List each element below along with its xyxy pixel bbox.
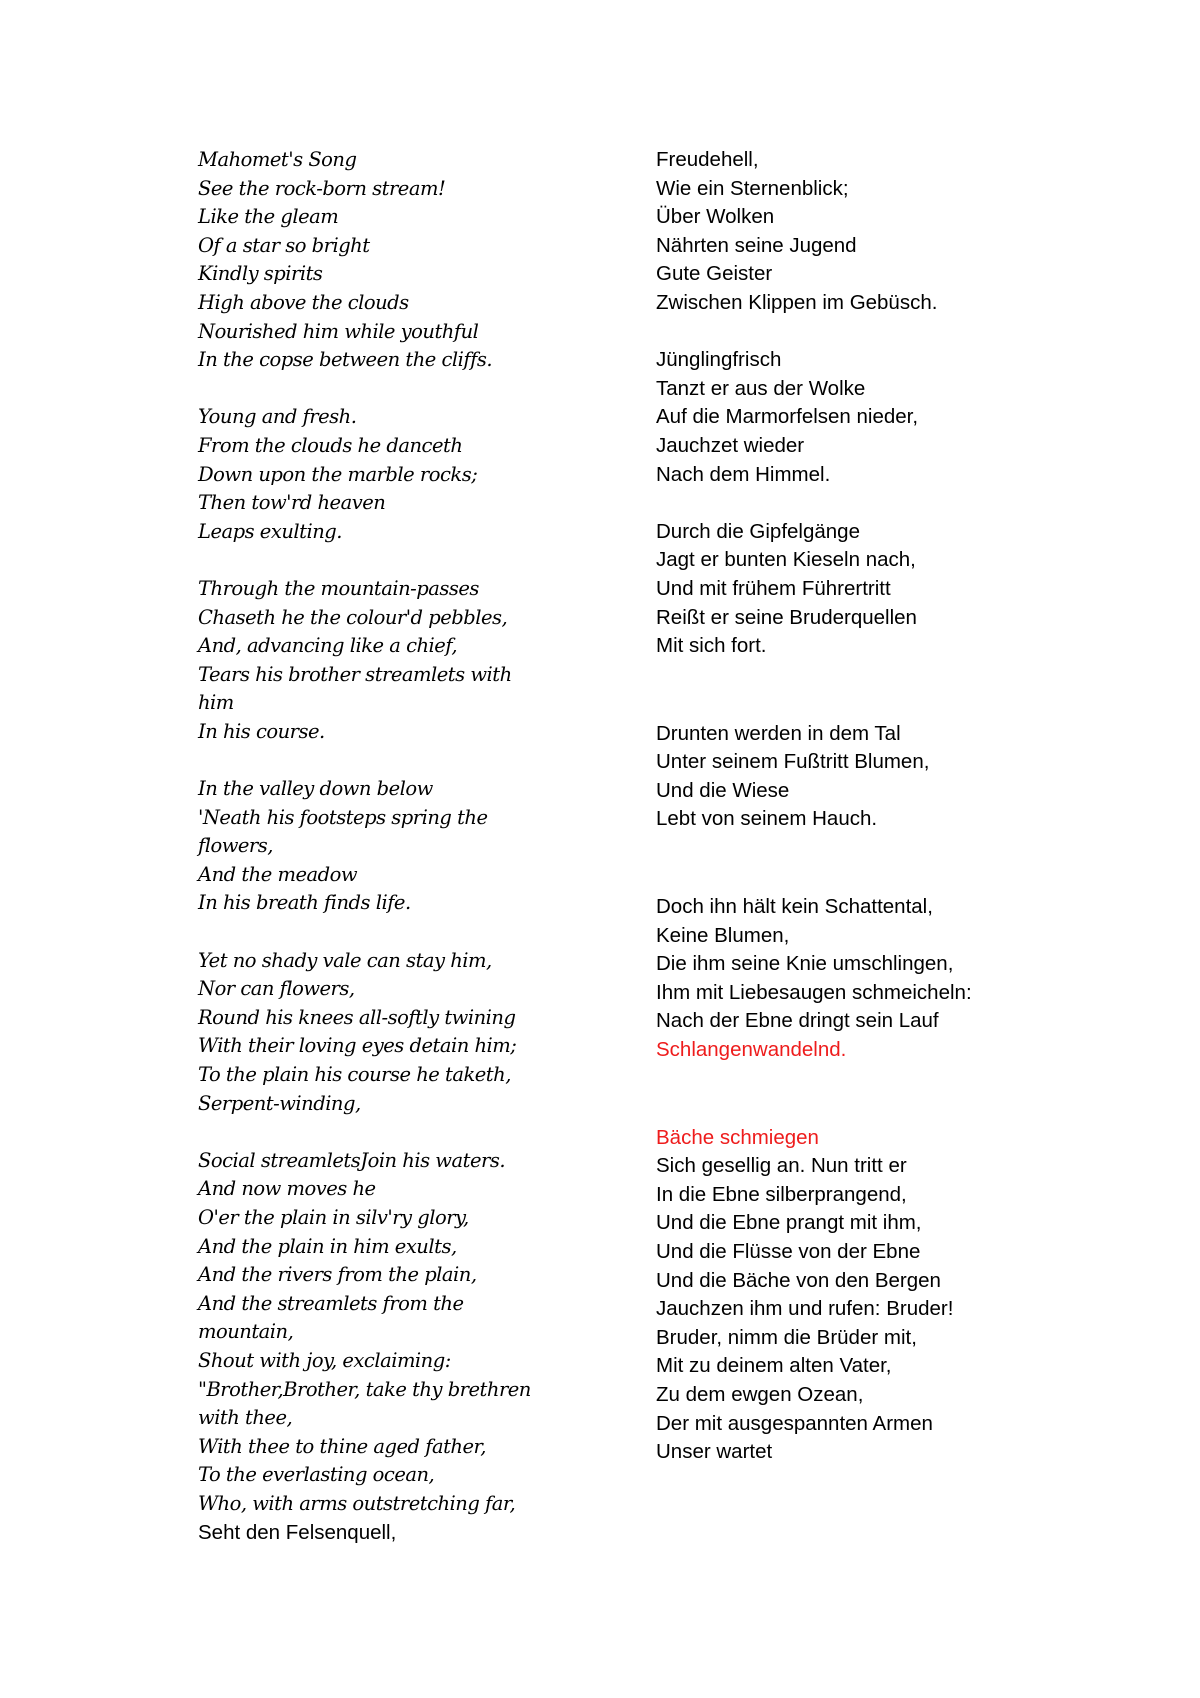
verse-line: From the clouds he danceth	[198, 433, 463, 457]
verse-line: Kindly spirits	[198, 262, 323, 286]
verse-line: Wie ein Sternenblick;	[656, 176, 849, 200]
verse-line: Serpent-winding,	[198, 1091, 361, 1115]
verse-line: Like the gleam	[198, 205, 339, 229]
verse-line: With their loving eyes detain him;	[198, 1034, 517, 1058]
verse-line: Und mit frühem Führertritt	[656, 576, 891, 600]
verse-line: Doch ihn hält kein Schattental,	[656, 895, 933, 919]
verse-line: Jagt er bunten Kieseln nach,	[656, 548, 916, 572]
poem-title: Mahomet's Song	[198, 148, 357, 171]
verse-line: Tanzt er aus der Wolke	[656, 376, 866, 400]
verse-line: Zwischen Klippen im Gebüsch.	[656, 290, 938, 314]
stanza-spacer	[198, 918, 578, 947]
verse-line: Und die Flüsse von der Ebne	[656, 1240, 921, 1263]
verse-line: Jauchzet wieder	[656, 433, 805, 457]
verse-line: In the copse between the cliffs.	[198, 348, 493, 372]
verse-line: Sich gesellig an. Nun tritt er	[656, 1154, 907, 1178]
verse-line: flowers,	[198, 834, 273, 858]
verse-line: To the everlasting ocean,	[198, 1463, 435, 1487]
verse-line: See the rock-born stream!	[198, 176, 446, 200]
verse-line: Then tow'rd heaven	[198, 491, 386, 515]
highlighted-verse-line: Bäche schmiegen	[656, 1125, 819, 1149]
verse-line: Freudehell,	[656, 148, 759, 171]
verse-line: O'er the plain in silv'ry glory,	[198, 1205, 469, 1229]
verse-line: In his breath finds life.	[198, 891, 411, 915]
verse-line: Nach dem Himmel.	[656, 462, 831, 486]
verse-line: Gute Geister	[656, 262, 773, 286]
verse-line: 'Neath his footsteps spring the	[198, 805, 488, 829]
verse-line: Reißt er seine Bruderquellen	[656, 605, 917, 629]
stanza-spacer	[656, 834, 1056, 893]
verse-line: Lebt von seinem Hauch.	[656, 807, 878, 831]
verse-line: To the plain his course he taketh,	[198, 1063, 511, 1086]
stanza-spacer	[198, 1118, 578, 1147]
verse-line: Bruder, nimm die Brüder mit,	[656, 1325, 917, 1349]
stanza-spacer	[656, 489, 1056, 518]
verse-line: Young and fresh.	[198, 405, 357, 429]
verse-line: Nor can flowers,	[198, 977, 355, 1001]
verse-line: Ihm mit Liebesaugen schmeicheln:	[656, 980, 972, 1004]
verse-line: Round his knees all-softly twining	[198, 1005, 516, 1029]
stanza-spacer	[198, 375, 578, 404]
stanza-spacer	[656, 318, 1056, 347]
verse-line: Die ihm seine Knie umschlingen,	[656, 952, 954, 976]
verse-line: Zu dem ewgen Ozean,	[656, 1382, 864, 1406]
verse-line: Und die Wiese	[656, 778, 790, 802]
german-column	[656, 146, 1056, 1467]
verse-line: with thee,	[198, 1406, 293, 1430]
verse-line: Auf die Marmorfelsen nieder,	[656, 405, 919, 429]
verse-line: Social streamletsJoin his waters.	[198, 1148, 506, 1172]
verse-line: Nach der Ebne dringt sein Lauf	[656, 1009, 939, 1033]
english-column	[198, 146, 578, 1547]
verse-line: Unser wartet	[656, 1440, 773, 1464]
german-verse-line: Seht den Felsenquell,	[198, 1520, 397, 1544]
verse-line: Chaseth he the colour'd pebbles,	[198, 605, 508, 629]
verse-line: Durch die Gipfelgänge	[656, 519, 860, 543]
verse-line: Und die Bäche von den Bergen	[656, 1268, 941, 1292]
verse-line: Und die Ebne prangt mit ihm,	[656, 1211, 922, 1235]
verse-line: And the meadow	[198, 862, 358, 886]
verse-line: Tears his brother streamlets with	[198, 662, 512, 686]
verse-line: him	[198, 691, 234, 715]
verse-line: In the valley down below	[198, 777, 433, 801]
stanza-spacer	[656, 1065, 1056, 1124]
verse-line: Down upon the marble rocks;	[198, 462, 478, 486]
verse-line: Mit sich fort.	[656, 634, 767, 658]
verse-line: Über Wolken	[656, 205, 775, 229]
verse-line: Nährten seine Jugend	[656, 233, 857, 257]
verse-line: Of a star so bright	[198, 233, 370, 257]
verse-line: And the plain in him exults,	[198, 1234, 457, 1258]
stanza-spacer	[198, 746, 578, 775]
verse-line: Mit zu deinem alten Vater,	[656, 1354, 892, 1378]
verse-line: Drunten werden in dem Tal	[656, 721, 901, 745]
verse-line: And now moves he	[198, 1177, 376, 1201]
verse-line: Jauchzen ihm und rufen: Bruder!	[656, 1297, 954, 1321]
verse-line: And the streamlets from the	[198, 1291, 464, 1315]
verse-line: And, advancing like a chief,	[198, 634, 458, 658]
verse-line: Nourished him while youthful	[198, 319, 479, 343]
stanza-spacer	[656, 661, 1056, 720]
verse-line: Through the mountain-passes	[198, 576, 479, 600]
verse-line: Shout with joy, exclaiming:	[198, 1348, 451, 1372]
verse-line: High above the clouds	[198, 290, 409, 314]
verse-line: Unter seinem Fußtritt Blumen,	[656, 750, 930, 774]
verse-line: With thee to thine aged father,	[198, 1434, 486, 1458]
verse-line: Leaps exulting.	[198, 519, 342, 543]
verse-line: mountain,	[198, 1320, 294, 1344]
highlighted-verse-line: Schlangenwandelnd.	[656, 1038, 847, 1062]
verse-line: In die Ebne silberprangend,	[656, 1182, 907, 1206]
verse-line: Der mit ausgespannten Armen	[656, 1411, 933, 1435]
verse-line: Who, with arms outstretching far,	[198, 1491, 516, 1515]
verse-line: "Brother,Brother, take thy brethren	[198, 1377, 531, 1401]
verse-line: And the rivers from the plain,	[198, 1263, 477, 1287]
verse-line: Yet no shady vale can stay him,	[198, 948, 492, 972]
verse-line: In his course.	[198, 719, 325, 743]
stanza-spacer	[198, 546, 578, 575]
verse-line: Keine Blumen,	[656, 923, 790, 947]
verse-line: Jünglingfrisch	[656, 348, 782, 372]
